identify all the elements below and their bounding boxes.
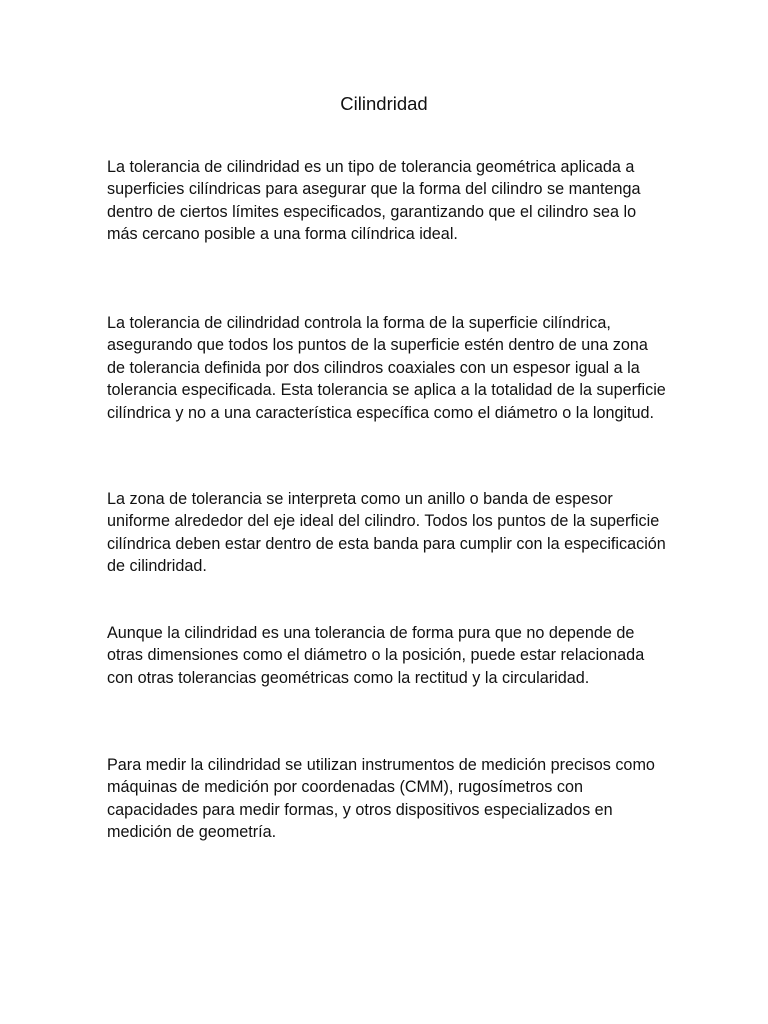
paragraph-2: La tolerancia de cilindridad controla la forma de la superficie cilíndrica, asegurando que todos los puntos de la superficie estén dentro de una zona de tolerancia definida por dos cilindros coaxiales con un espesor igual a la tolerancia especificada. Esta tolerancia se aplica a la totalidad de la superficie cilíndrica y no a una característica específica como el diámetro o la longitud.: [107, 314, 666, 422]
paragraph-5: Para medir la cilindridad se utilizan instrumentos de medición precisos como máquinas de medición por coordenadas (CMM), rugosímetros con capacidades para medir formas, y otros dispositivos especializados en medición de geometría.: [107, 756, 655, 842]
paragraph-4: Aunque la cilindridad es una tolerancia de forma pura que no depende de otras dimensiones como el diámetro o la posición, puede estar relacionada con otras tolerancias geométricas como la rectitud y la circularidad.: [107, 624, 645, 687]
document-title: Cilindridad: [340, 93, 428, 114]
paragraph-3: La zona de tolerancia se interpreta como un anillo o banda de espesor uniforme alrededor del eje ideal del cilindro. Todos los puntos de la superficie cilíndrica deben estar dentro de esta banda para cumplir con la especificación de cilindridad.: [107, 490, 666, 576]
paragraph-1: La tolerancia de cilindridad es un tipo de tolerancia geométrica aplicada a superficies cilíndricas para asegurar que la forma del cilindro se mantenga dentro de ciertos límites especificados, garantizando que el cilindro sea lo más cercano posible a una forma cilíndrica ideal.: [107, 158, 641, 244]
